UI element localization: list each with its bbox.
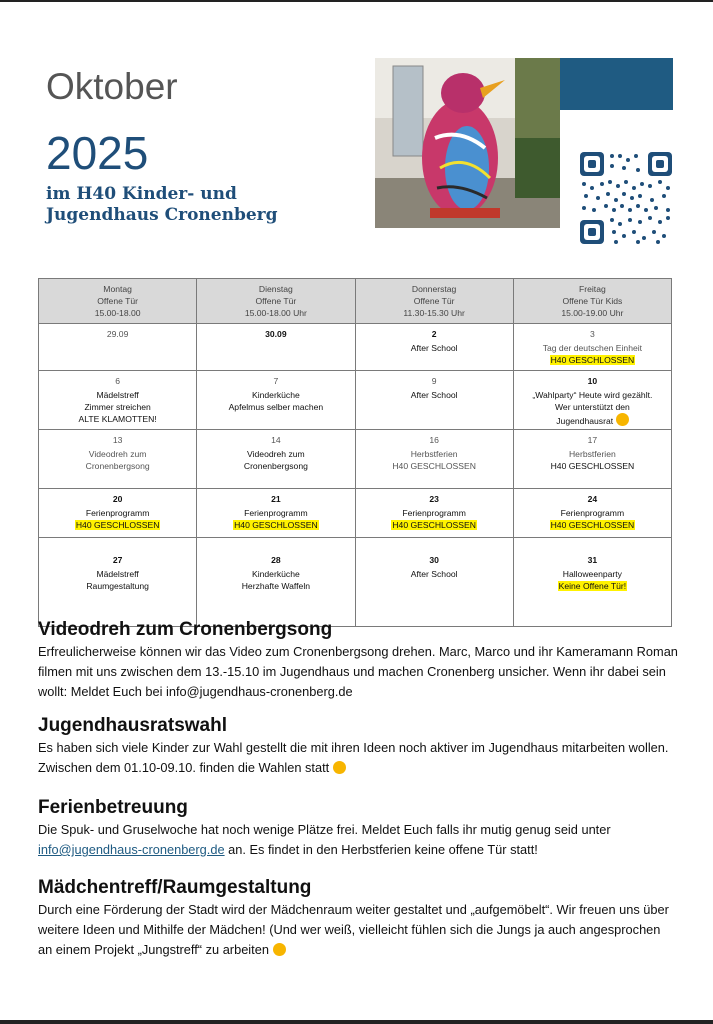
calendar-cell: 24 Ferienprogramm H40 GESCHLOSSEN bbox=[513, 489, 671, 538]
year-title: 2025 bbox=[46, 127, 149, 179]
accent-bar bbox=[560, 58, 673, 110]
section-title-wahl: Jugendhausratswahl bbox=[38, 715, 227, 736]
calendar-cell: 2 After School bbox=[355, 324, 513, 371]
smiley-emoji-icon bbox=[616, 413, 629, 426]
calendar-cell: 7 Kinderküche Apfelmus selber machen bbox=[197, 371, 355, 430]
section-title-video: Videodreh zum Cronenbergsong bbox=[38, 619, 333, 640]
smiley-emoji-icon bbox=[333, 761, 346, 774]
calendar-cell: 30 After School bbox=[355, 538, 513, 627]
calendar-cell: 16 Herbstferien H40 GESCHLOSSEN bbox=[355, 430, 513, 489]
calendar-cell: 30.09 bbox=[197, 324, 355, 371]
calendar-table bbox=[38, 278, 672, 627]
penguin-sculpture-image bbox=[375, 58, 560, 228]
calendar-cell: 6 Mädelstreff Zimmer streichen ALTE KLAMOTTEN! bbox=[39, 371, 197, 430]
section-title-ferien: Ferienbetreuung bbox=[38, 797, 188, 818]
calendar-week-row bbox=[39, 538, 672, 627]
calendar-week-row bbox=[39, 430, 672, 489]
calendar-cell: 27 Mädelstreff Raumgestaltung bbox=[39, 538, 197, 627]
calendar-cell: 3 Tag der deutschen Einheit H40 GESCHLOSSEN bbox=[513, 324, 671, 371]
closed-highlight: H40 GESCHLOSSEN bbox=[234, 520, 318, 530]
section-body-wahl: Es haben sich viele Kinder zur Wahl gestellt die mit ihren Ideen noch aktiver im Jugendhaus mitarbeiten wollen. Zwischen dem 01.10-09.10. finden die Wahlen statt bbox=[38, 740, 669, 775]
month-title: Oktober bbox=[46, 66, 178, 107]
calendar-cell: 9 After School bbox=[355, 371, 513, 430]
calendar-cell: 21 Ferienprogramm H40 GESCHLOSSEN bbox=[197, 489, 355, 538]
column-header-thursday: Donnerstag Offene Tür 11.30-15.30 Uhr bbox=[355, 279, 513, 324]
column-header-monday: Montag Offene Tür 15.00-18.00 bbox=[39, 279, 197, 324]
closed-highlight: H40 GESCHLOSSEN bbox=[392, 520, 476, 530]
calendar-cell: 31 Halloweenparty Keine Offene Tür! bbox=[513, 538, 671, 627]
email-link[interactable]: info@jugendhaus-cronenberg.de bbox=[38, 842, 225, 857]
calendar-cell: 23 Ferienprogramm H40 GESCHLOSSEN bbox=[355, 489, 513, 538]
calendar-week-row bbox=[39, 489, 672, 538]
closed-highlight: Keine Offene Tür! bbox=[558, 581, 627, 591]
bottom-border bbox=[0, 1020, 713, 1024]
closed-highlight: H40 GESCHLOSSEN bbox=[550, 520, 635, 530]
smiley-emoji-icon bbox=[273, 943, 286, 956]
column-header-tuesday: Dienstag Offene Tür 15.00-18.00 Uhr bbox=[197, 279, 355, 324]
calendar-week-row bbox=[39, 371, 672, 430]
calendar-cell: 20 Ferienprogramm H40 GESCHLOSSEN bbox=[39, 489, 197, 538]
closed-highlight: H40 GESCHLOSSEN bbox=[550, 355, 635, 365]
top-border bbox=[0, 0, 713, 2]
section-title-maedchen: Mädchentreff/Raumgestaltung bbox=[38, 877, 312, 898]
section-body-video: Erfreulicherweise können wir das Video zum Cronenbergsong drehen. Marc, Marco und ihr Kameramann Roman filmen mit uns zwischen dem 13.-15.10 im Jugendhaus und machen Cronenberg unsicher. Wenn ihr dabei sein wollt: Meldet Euch bei info@jugendhaus-cronenberg.de bbox=[38, 644, 678, 699]
subtitle: im H40 Kinder- und Jugendhaus Cronenberg bbox=[46, 184, 278, 225]
section-body-ferien: Die Spuk- und Gruselwoche hat noch wenige Plätze frei. Meldet Euch falls ihr mutig genug seid unter info@jugendhaus-cronenberg.de an. Es findet in den Herbstferien keine offene Tür statt! bbox=[38, 822, 611, 857]
section-body-maedchen: Durch eine Förderung der Stadt wird der Mädchenraum weiter gestaltet und „aufgemöbelt“. Wir freuen uns über weitere Ideen und Mithilfe der Mädchen! (Und wer weiß, vielleicht fühlen sich die Jungs ja auch angesprochen an einem Projekt „Jungstreff“ zu arbeiten bbox=[38, 902, 669, 957]
qr-code-icon bbox=[580, 152, 672, 244]
calendar-cell: 17 Herbstferien H40 GESCHLOSSEN bbox=[513, 430, 671, 489]
closed-highlight: H40 GESCHLOSSEN bbox=[75, 520, 160, 530]
calendar-header-row bbox=[39, 279, 672, 324]
column-header-friday: Freitag Offene Tür Kids 15.00-19.00 Uhr bbox=[513, 279, 671, 324]
calendar-cell: 10 „Wahlparty“ Heute wird gezählt. Wer unterstützt den Jugendhausrat bbox=[513, 371, 671, 430]
calendar-cell: 14 Videodreh zum Cronenbergsong bbox=[197, 430, 355, 489]
calendar-week-row bbox=[39, 324, 672, 371]
calendar-cell: 13 Videodreh zum Cronenbergsong bbox=[39, 430, 197, 489]
calendar-cell: 28 Kinderküche Herzhafte Waffeln bbox=[197, 538, 355, 627]
calendar-cell: 29.09 bbox=[39, 324, 197, 371]
